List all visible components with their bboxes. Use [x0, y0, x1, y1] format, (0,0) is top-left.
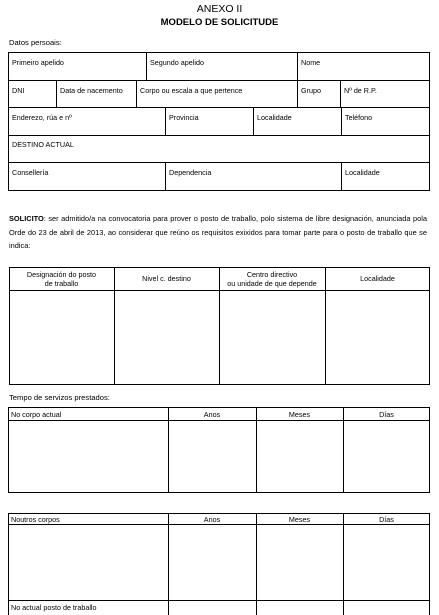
first-surname-field[interactable]: Primeiro apelido [12, 58, 64, 67]
department-field[interactable]: Consellería [12, 168, 49, 177]
other-corps-years-cell[interactable] [169, 525, 255, 599]
province-field[interactable]: Provincia [169, 113, 199, 122]
current-post-label: No actual posto de traballo [11, 603, 97, 612]
request-keyword: SOLICITO [9, 214, 44, 223]
current-corps-months-cell[interactable] [257, 421, 342, 492]
post-designation-cell[interactable] [10, 291, 113, 384]
locality-field[interactable]: Localidade [257, 113, 292, 122]
days-header: Días [379, 515, 394, 524]
address-field[interactable]: Enderezo, rúa e nº [12, 113, 72, 122]
post-designation-header: Designación do posto de traballo [26, 270, 97, 288]
current-destination-label: DESTINO ACTUAL [12, 140, 74, 149]
annex-label: ANEXO II [196, 3, 243, 15]
years-header: Anos [203, 410, 221, 419]
current-corps-header: No corpo actual [11, 410, 62, 419]
corps-field[interactable]: Corpo ou escala a que pertence [140, 86, 243, 95]
years-header: Anos [203, 515, 221, 524]
phone-field[interactable]: Teléfono [345, 113, 373, 122]
service-time-label: Tempo de servizos prestados: [9, 393, 110, 402]
birth-date-field[interactable]: Data de nacemento [60, 86, 123, 95]
other-corps-cell[interactable] [9, 525, 167, 599]
other-corps-header: Noutros corpos [11, 515, 60, 524]
other-corps-months-cell[interactable] [257, 525, 342, 599]
form-title: MODELO DE SOLICITUDE [160, 17, 279, 28]
request-paragraph [9, 212, 427, 253]
current-corps-years-cell[interactable] [169, 421, 255, 492]
rp-number-field[interactable]: Nº de R.P. [344, 86, 377, 95]
other-corps-days-cell[interactable] [344, 525, 429, 599]
dependency-field[interactable]: Dependencia [169, 168, 212, 177]
current-corps-days-cell[interactable] [344, 421, 429, 492]
current-corps-cell[interactable] [9, 421, 167, 492]
post-directive-center-cell[interactable] [220, 291, 324, 384]
post-directive-center-header: Centro directivo ou unidade de que depende [227, 270, 317, 288]
post-locality-header: Localidade [360, 274, 395, 283]
destination-locality-field[interactable]: Localidade [345, 168, 380, 177]
group-field[interactable]: Grupo [301, 86, 321, 95]
months-header: Meses [288, 410, 311, 419]
post-locality-cell[interactable] [326, 291, 429, 384]
post-level-cell[interactable] [115, 291, 218, 384]
personal-data-label: Datos persoais: [9, 38, 62, 47]
dni-field[interactable]: DNI [12, 86, 25, 95]
days-header: Días [379, 410, 394, 419]
post-level-header: Nivel c. destino [142, 274, 191, 283]
second-surname-field[interactable]: Segundo apelido [150, 58, 204, 67]
name-field[interactable]: Nome [301, 58, 321, 67]
months-header: Meses [288, 515, 311, 524]
request-text: : ser admitido/a na convocatoria para prover o posto de traballo, polo sistema de libre designación, anunciada pola Orde do 23 de abril de 2013, ao considerar que reúno os requisitos exixidos para tomar parte para o posto de traballo que se indica: [9, 214, 427, 250]
